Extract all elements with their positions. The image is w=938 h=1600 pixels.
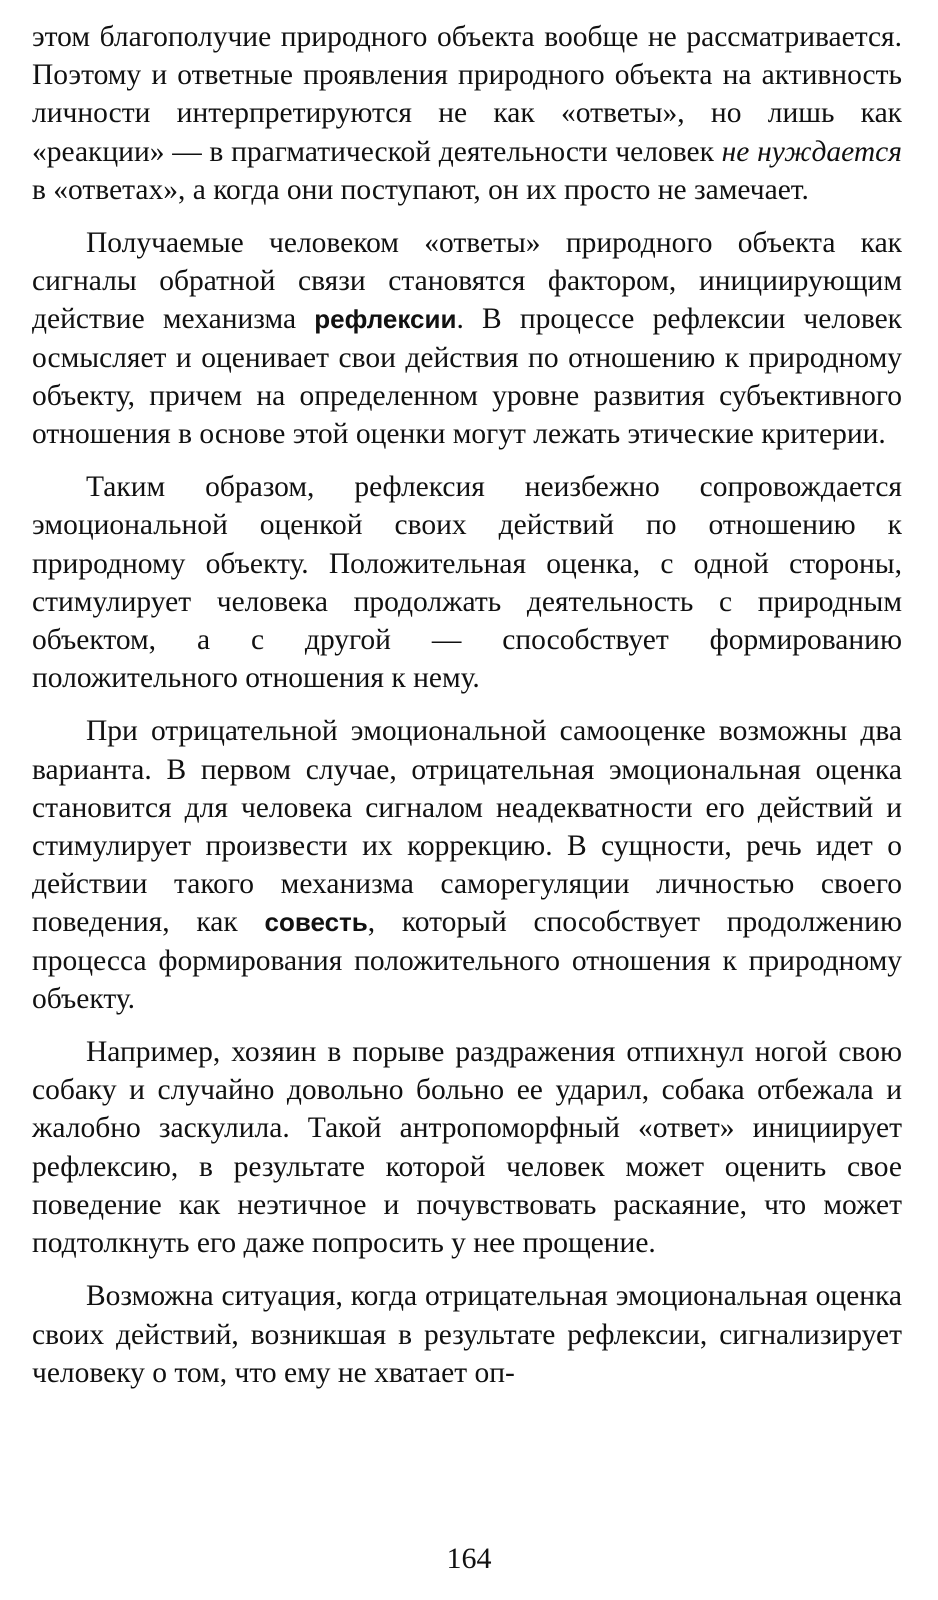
text-run: Возможна ситуация, когда отрицательная эмоциональная оценка своих действий, возникшая в результате рефлексии, сигнализирует человеку о том, что ему не хватает оп- <box>32 1280 902 1389</box>
bold-term: совесть <box>264 907 368 938</box>
text-run: Таким образом, рефлексия неизбежно сопровождается эмоциональной оценкой своих действий по отношению к природному объекту. Положительная оценка, с одной стороны, стимулирует человека продолжать деятельность с природным объектом, а с другой — способствует формированию положительного отношения к нему. <box>32 471 902 695</box>
text-run: . В процессе рефлексии человек осмысляет и оценивает свои действия по отношению к природному объекту, причем на определенном уровне развития субъективного отношения в основе этой оценки могут лежать этические критерии. <box>32 303 902 451</box>
text-run: этом благополучие природного объекта вообще не рассматривается. Поэтому и ответные проявления природного объекта на активность личности интерпретируются не как «ответы», но лишь как «реакции» — в прагматической деятельности человек <box>32 21 902 168</box>
italic-text-run: не нуждается <box>721 135 902 168</box>
bold-term: рефлексии <box>314 304 457 335</box>
paragraph <box>32 1033 902 1262</box>
text-run: При отрицательной эмоциональной самооценке возможны два варианта. В первом случае, отрицательная эмоциональная оценка становится для человека сигналом неадекватности его действий и стимулирует произвести их коррекцию. В сущности, речь идет о действии такого механизма саморегуляции личностью своего поведения, как <box>32 715 902 939</box>
text-run: , который способствует продолжению процесса формирования положительного отношения к природному объекту. <box>32 906 902 1015</box>
text-run: в «ответах», а когда они поступают, он их просто не замечает. <box>32 173 809 206</box>
page-body <box>32 18 902 1407</box>
page-number: 164 <box>446 1542 492 1575</box>
text-run: Например, хозяин в порыве раздражения отпихнул ногой свою собаку и случайно довольно больно ее ударил, собака отбежала и жалобно заскулила. Такой антропоморфный «ответ» инициирует рефлексию, в результате которой человек может оценить свое поведение как неэтичное и почувствовать раскаяние, что может подтолкнуть его даже попросить у нее прощение. <box>32 1036 902 1260</box>
paragraph <box>32 224 902 453</box>
paragraph <box>32 1277 902 1392</box>
text-run: Получаемые человеком «ответы» природного объекта как сигналы обратной связи становятся фактором, инициирующим действие механизма <box>32 227 902 336</box>
paragraph <box>32 712 902 1018</box>
paragraph <box>32 18 902 209</box>
paragraph <box>32 468 902 697</box>
